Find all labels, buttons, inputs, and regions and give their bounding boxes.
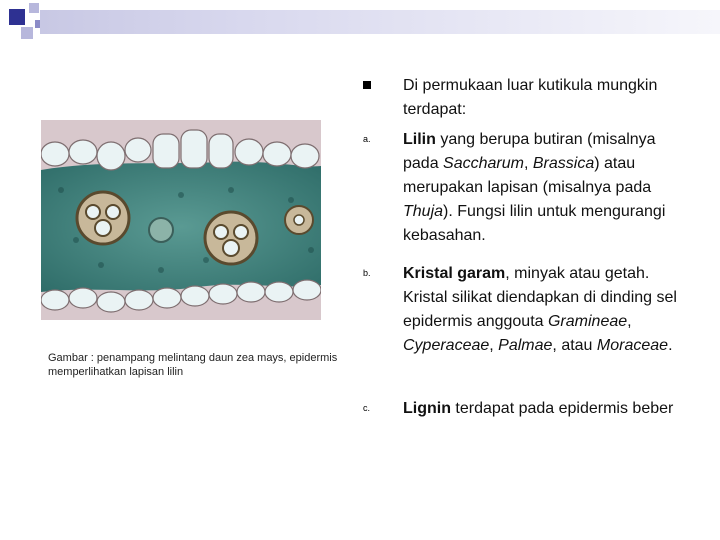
taxon-thuja: Thuja: [403, 203, 444, 220]
text-segment: .: [668, 337, 673, 354]
list-item-text: [403, 262, 690, 358]
corner-square-light: [29, 3, 39, 13]
term-kristal-garam: Kristal garam: [403, 265, 506, 282]
term-lilin: Lilin: [403, 131, 436, 148]
text-segment: ) atau merupakan lapisan (misalnya pada: [403, 155, 652, 196]
taxon-cyperaceae: Cyperaceae: [403, 337, 490, 354]
text-segment: , atau: [552, 337, 597, 354]
taxon-brassica: Brassica: [532, 155, 595, 172]
list-marker: c.: [363, 403, 371, 413]
taxon-gramineae: Gramineae: [547, 313, 628, 330]
caption-text: penampang melintang daun zea mays, epidermis memperlihatkan lapisan lilin: [48, 352, 338, 378]
text-segment: terdapat pada epidermis beber: [450, 400, 674, 417]
intro-bullet: [360, 74, 690, 122]
taxon-moraceae: Moraceae: [596, 337, 669, 354]
text-segment: yang berupa butiran (misalnya pada: [403, 131, 656, 172]
list-item-a: [360, 128, 690, 248]
text-segment: ,: [523, 155, 533, 172]
header-gradient-bar: [40, 10, 720, 34]
term-lignin: Lignin: [403, 400, 451, 417]
list-marker: b.: [363, 268, 371, 278]
caption-label: Gambar :: [48, 352, 94, 364]
figure-caption: [48, 351, 338, 379]
text-segment: ,: [627, 313, 632, 330]
list-marker: a.: [363, 134, 371, 144]
leaf-cross-section-image: [41, 120, 321, 320]
intro-text: Di permukaan luar kutikula mungkin terdapat:: [403, 77, 658, 118]
list-item-text: [403, 397, 690, 421]
taxon-saccharum: Saccharum: [443, 155, 524, 172]
corner-square-dark: [9, 9, 25, 25]
list-item-c: [360, 397, 690, 421]
text-segment: ). Fungsi lilin untuk mengurangi kebasahan.: [403, 203, 666, 244]
taxon-palmae: Palmae: [498, 337, 553, 354]
corner-square-light: [21, 27, 33, 39]
text-segment: , minyak atau getah. Kristal silikat diendapkan di dinding sel epidermis anggouta: [403, 265, 677, 330]
list-item-text: [403, 128, 690, 248]
square-bullet-icon: [363, 81, 371, 89]
text-segment: ,: [489, 337, 499, 354]
list-item-b: [360, 262, 690, 358]
